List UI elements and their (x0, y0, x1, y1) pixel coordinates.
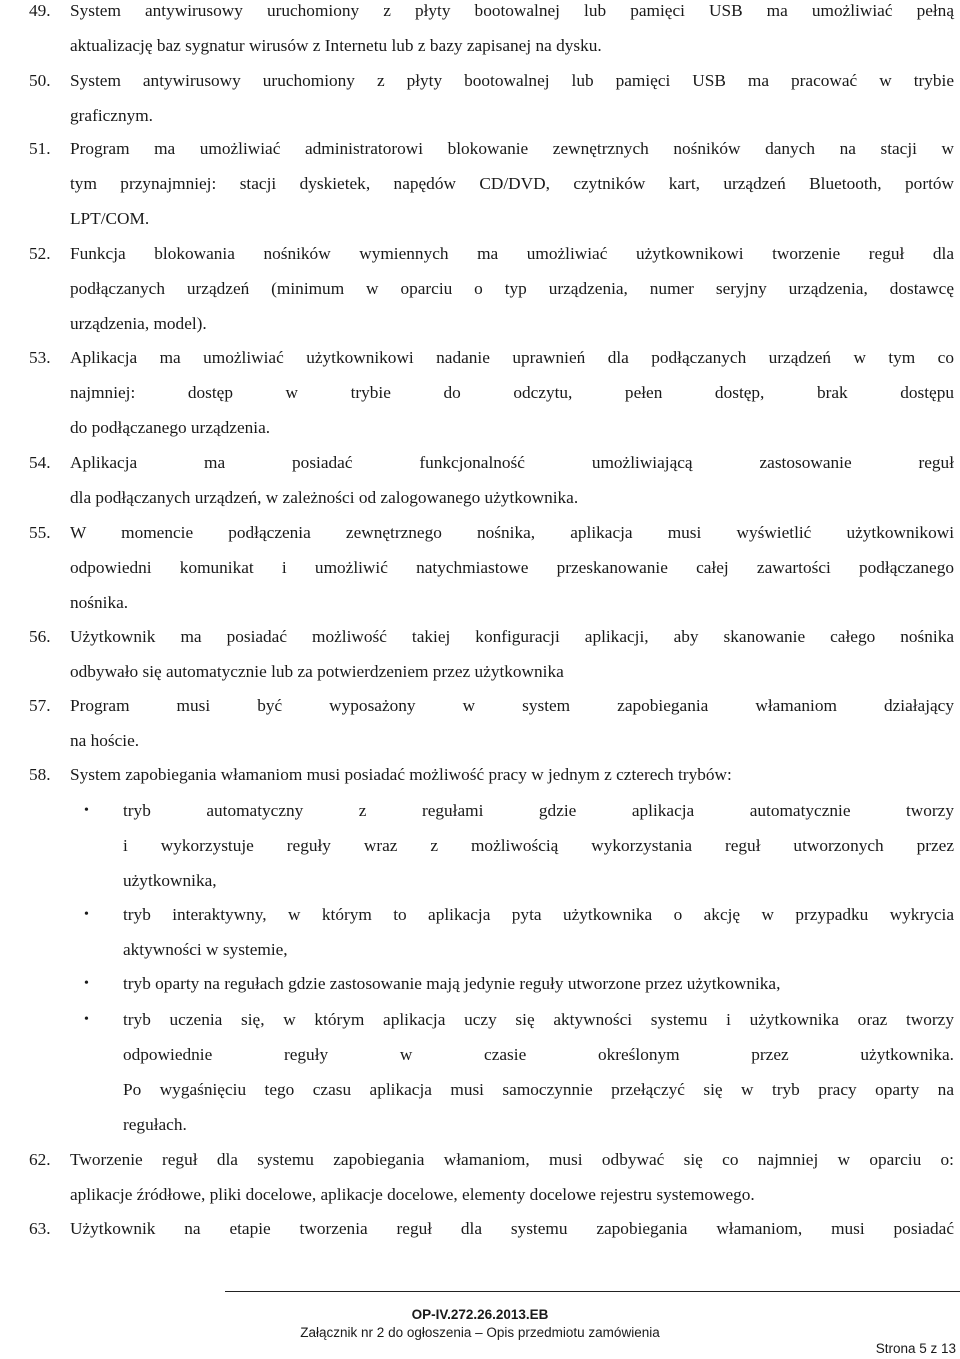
item-number: 50. (29, 71, 51, 90)
item-text-line: Funkcja blokowania nośników wymiennych ma umożliwiać użytkownikowi tworzenie reguł dla (70, 244, 954, 263)
item-number: 56. (29, 627, 51, 646)
bullet-marker: • (84, 907, 89, 922)
item-number: 63. (29, 1219, 51, 1238)
item-text-line: odbywało się automatycznie lub za potwierdzeniem przez użytkownika (70, 662, 564, 681)
item-text-line: nośnika. (70, 593, 129, 612)
item-text-line: W momencie podłączenia zewnętrznego nośnika, aplikacja musi wyświetlić użytkownikowi (70, 523, 954, 542)
item-text-line: System antywirusowy uruchomiony z płyty bootowalnej lub pamięci USB ma pracować w trybie (70, 71, 954, 90)
item-text-line: Użytkownik na etapie tworzenia reguł dla systemu zapobiegania włamaniom, musi posiadać (70, 1219, 954, 1238)
item-text-line: urządzenia, model). (70, 314, 207, 333)
item-text-line: System zapobiegania włamaniom musi posiadać możliwość pracy w jednym z czterech trybów: (70, 765, 732, 784)
item-text-line: Aplikacja ma posiadać funkcjonalność umożliwiającą zastosowanie reguł (70, 453, 954, 472)
item-number: 62. (29, 1150, 51, 1169)
bullet-text-line: regułach. (123, 1115, 187, 1134)
item-number: 57. (29, 696, 51, 715)
item-text-line: Aplikacja ma umożliwiać użytkownikowi nadanie uprawnień dla podłączanych urządzeń w tym co (70, 348, 954, 367)
bullet-text-line: Po wygaśnięciu tego czasu aplikacja musi samoczynnie przełączyć się w tryb pracy oparty na (123, 1080, 954, 1099)
item-text-line: dla podłączanych urządzeń, w zależności od zalogowanego użytkownika. (70, 488, 579, 507)
item-text-line: Użytkownik ma posiadać możliwość takiej konfiguracji aplikacji, aby skanowanie całego nośnika (70, 627, 954, 646)
bullet-text-line: i wykorzystuje reguły wraz z możliwością wykorzystania reguł utworzonych przez (123, 836, 954, 855)
item-text-line: Program ma umożliwiać administratorowi blokowanie zewnętrznych nośników danych na stacji w (70, 139, 954, 158)
item-text-line: Program musi być wyposażony w system zapobiegania włamaniom działający (70, 696, 954, 715)
item-text-line: aplikacje źródłowe, pliki docelowe, aplikacje docelowe, elementy docelowe rejestru systemowego. (70, 1185, 755, 1204)
bullet-text-line: tryb oparty na regułach gdzie zastosowanie mają jedynie reguły utworzone przez użytkownika, (123, 974, 781, 993)
footer-attachment-title: Załącznik nr 2 do ogłoszenia – Opis przedmiotu zamówienia (300, 1325, 660, 1340)
bullet-marker: • (84, 1012, 89, 1027)
item-text-line: graficznym. (70, 106, 154, 125)
item-text-line: najmniej: dostęp w trybie do odczytu, pełen dostęp, brak dostępu (70, 383, 954, 402)
bullet-text-line: odpowiednie reguły w czasie określonym przez użytkownika. (123, 1045, 954, 1064)
footer-document-code: OP-IV.272.26.2013.EB (411, 1307, 549, 1322)
item-number: 54. (29, 453, 51, 472)
item-text-line: tym przynajmniej: stacji dyskietek, napędów CD/DVD, czytników kart, urządzeń Bluetooth, portów (70, 174, 954, 193)
bullet-text-line: użytkownika, (123, 871, 217, 890)
bullet-text-line: tryb interaktywny, w którym to aplikacja pyta użytkownika o akcję w przypadku wykrycia (123, 905, 954, 924)
item-text-line: System antywirusowy uruchomiony z płyty bootowalnej lub pamięci USB ma umożliwiać pełną (70, 1, 954, 20)
bullet-text-line: aktywności w systemie, (123, 940, 288, 959)
item-number: 52. (29, 244, 51, 263)
item-number: 55. (29, 523, 51, 542)
item-text-line: podłączanych urządzeń (minimum w oparciu o typ urządzenia, numer seryjny urządzenia, dostawcę (70, 279, 954, 298)
item-number: 53. (29, 348, 51, 367)
footer-page-number: Strona 5 z 13 (875, 1341, 956, 1356)
item-text-line: LPT/COM. (70, 209, 150, 228)
item-text-line: do podłączanego urządzenia. (70, 418, 271, 437)
item-number: 58. (29, 765, 51, 784)
bullet-marker: • (84, 803, 89, 818)
item-text-line: Tworzenie reguł dla systemu zapobiegania włamaniom, musi odbywać się co najmniej w oparciu o: (70, 1150, 954, 1169)
bullet-marker: • (84, 976, 89, 991)
bullet-text-line: tryb automatyczny z regułami gdzie aplikacja automatycznie tworzy (123, 801, 954, 820)
item-number: 49. (29, 1, 51, 20)
bullet-text-line: tryb uczenia się, w którym aplikacja uczy się aktywności systemu i użytkownika oraz tworzy (123, 1010, 954, 1029)
item-number: 51. (29, 139, 51, 158)
item-text-line: aktualizację baz sygnatur wirusów z Internetu lub z bazy zapisanej na dysku. (70, 36, 602, 55)
footer-divider (225, 1291, 960, 1292)
item-text-line: na hoście. (70, 731, 140, 750)
item-text-line: odpowiedni komunikat i umożliwić natychmiastowe przeskanowanie całej zawartości podłączanego (70, 558, 954, 577)
